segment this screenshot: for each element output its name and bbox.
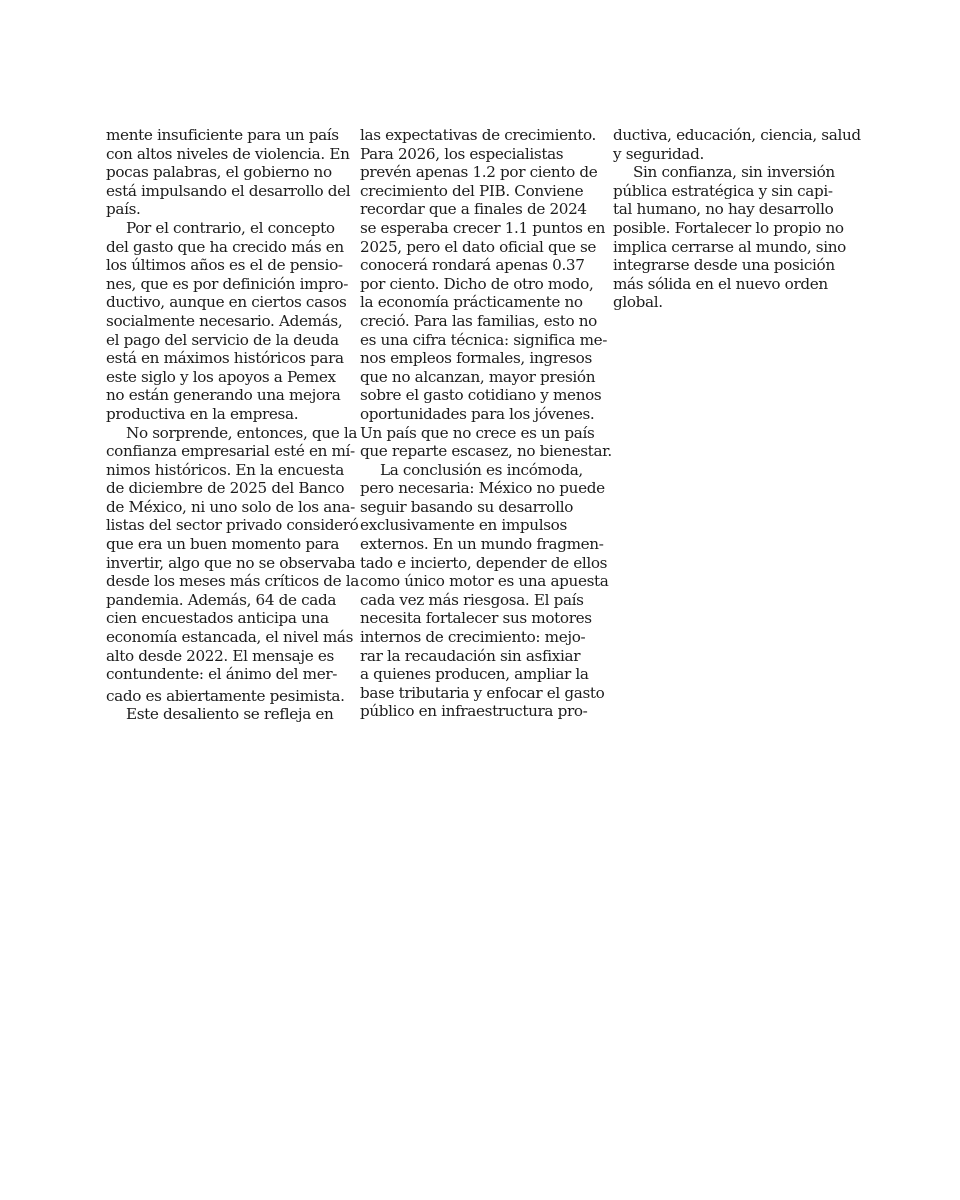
text-line: recordar que a finales de 2024 [360, 200, 587, 219]
text-line: rar la recaudación sin asfixiar [360, 646, 581, 665]
text-line: nimos históricos. En la encuesta [106, 460, 344, 479]
text-line: a quienes producen, ampliar la [360, 665, 589, 684]
text-line: tado e incierto, depender de ellos [360, 553, 608, 572]
text-line: de diciembre de 2025 del Banco [106, 479, 345, 498]
text-line: el pago del servicio de la deuda [106, 330, 339, 349]
text-line: prevén apenas 1.2 por ciento de [360, 163, 598, 182]
text-line: global. [613, 293, 663, 312]
text-line: del gasto que ha crecido más en [106, 237, 344, 256]
text-line: productiva en la empresa. [106, 404, 299, 423]
text-line: Para 2026, los especialistas [360, 144, 564, 163]
text-line: integrarse desde una posición [613, 256, 835, 275]
text-line: necesita fortalecer sus motores [360, 609, 592, 628]
text-line: desde los meses más críticos de la [106, 572, 359, 591]
text-line: no están generando una mejora [106, 386, 341, 405]
text-line: Por el contrario, el concepto [126, 218, 335, 237]
text-line: seguir basando su desarrollo [360, 497, 574, 516]
text-line: internos de crecimiento: mejo- [360, 628, 586, 647]
text-line: de México, ni uno solo de los ana- [106, 497, 355, 516]
article-column-3 [613, 126, 863, 312]
text-line: más sólida en el nuevo orden [613, 274, 828, 293]
text-line: cado es abiertamente pesimista. [106, 686, 345, 705]
text-line: se esperaba crecer 1.1 puntos en [360, 218, 606, 237]
text-line: ductivo, aunque en ciertos casos [106, 293, 347, 312]
text-line: posible. Fortalecer lo propio no [613, 218, 844, 237]
text-line: invertir, algo que no se observaba [106, 553, 356, 572]
text-line: externos. En un mundo fragmen- [360, 535, 604, 554]
text-line: tal humano, no hay desarrollo [613, 200, 834, 219]
text-line: contundente: el ánimo del mer- [106, 665, 338, 684]
text-line: implica cerrarse al mundo, sino [613, 237, 846, 256]
text-line: está impulsando el desarrollo del [106, 181, 351, 200]
text-line: con altos niveles de violencia. En [106, 144, 350, 163]
text-line: pandemia. Además, 64 de cada [106, 590, 337, 609]
text-line: este siglo y los apoyos a Pemex [106, 367, 336, 386]
text-line: como único motor es una apuesta [360, 572, 609, 591]
text-line: crecimiento del PIB. Conviene [360, 181, 584, 200]
text-line: público en infraestructura pro- [360, 702, 588, 721]
text-line: oportunidades para los jóvenes. [360, 404, 595, 423]
text-line: es una cifra técnica: significa me- [360, 330, 608, 349]
text-line: economía estancada, el nivel más [106, 628, 354, 647]
text-line: nes, que es por definición impro- [106, 274, 349, 293]
text-line: No sorprende, entonces, que la [126, 423, 358, 442]
text-line: los últimos años es el de pensio- [106, 256, 343, 275]
text-line: país. [106, 200, 141, 219]
text-line: 2025, pero el dato oficial que se [360, 237, 597, 256]
text-line: y seguridad. [613, 144, 704, 163]
text-line: que no alcanzan, mayor presión [360, 367, 596, 386]
text-line: confianza empresarial esté en mí- [106, 442, 355, 461]
text-line: sobre el gasto cotidiano y menos [360, 386, 602, 405]
text-line: pública estratégica y sin capi- [613, 181, 833, 200]
text-line: mente insuficiente para un país [106, 126, 339, 144]
text-line: cien encuestados anticipa una [106, 609, 329, 628]
text-line: Sin confianza, sin inversión [633, 163, 835, 182]
text-line: que reparte escasez, no bienestar. [360, 442, 612, 461]
text-line: pero necesaria: México no puede [360, 479, 605, 498]
article-column-1 [106, 126, 359, 724]
text-line: está en máximos históricos para [106, 349, 344, 368]
text-line: exclusivamente en impulsos [360, 516, 567, 535]
text-line: Un país que no crece es un país [360, 423, 595, 442]
text-line: Este desaliento se refleja en [126, 705, 334, 724]
text-line: cada vez más riesgosa. El país [360, 590, 584, 609]
text-line: nos empleos formales, ingresos [360, 349, 592, 368]
text-line: pocas palabras, el gobierno no [106, 163, 332, 182]
text-line: alto desde 2022. El mensaje es [106, 646, 334, 665]
text-line: por ciento. Dicho de otro modo, [360, 274, 594, 293]
text-line: conocerá rondará apenas 0.37 [360, 256, 585, 275]
text-line: La conclusión es incómoda, [380, 460, 583, 479]
article-column-2 [360, 126, 610, 721]
text-line: creció. Para las familias, esto no [360, 311, 597, 330]
text-line: listas del sector privado consideró [106, 516, 359, 535]
text-line: la economía prácticamente no [360, 293, 583, 312]
text-line: socialmente necesario. Además, [106, 311, 343, 330]
text-line: que era un buen momento para [106, 535, 340, 554]
text-line: las expectativas de crecimiento. [360, 126, 596, 144]
text-line: ductiva, educación, ciencia, salud [613, 126, 861, 144]
text-line: base tributaria y enfocar el gasto [360, 683, 605, 702]
